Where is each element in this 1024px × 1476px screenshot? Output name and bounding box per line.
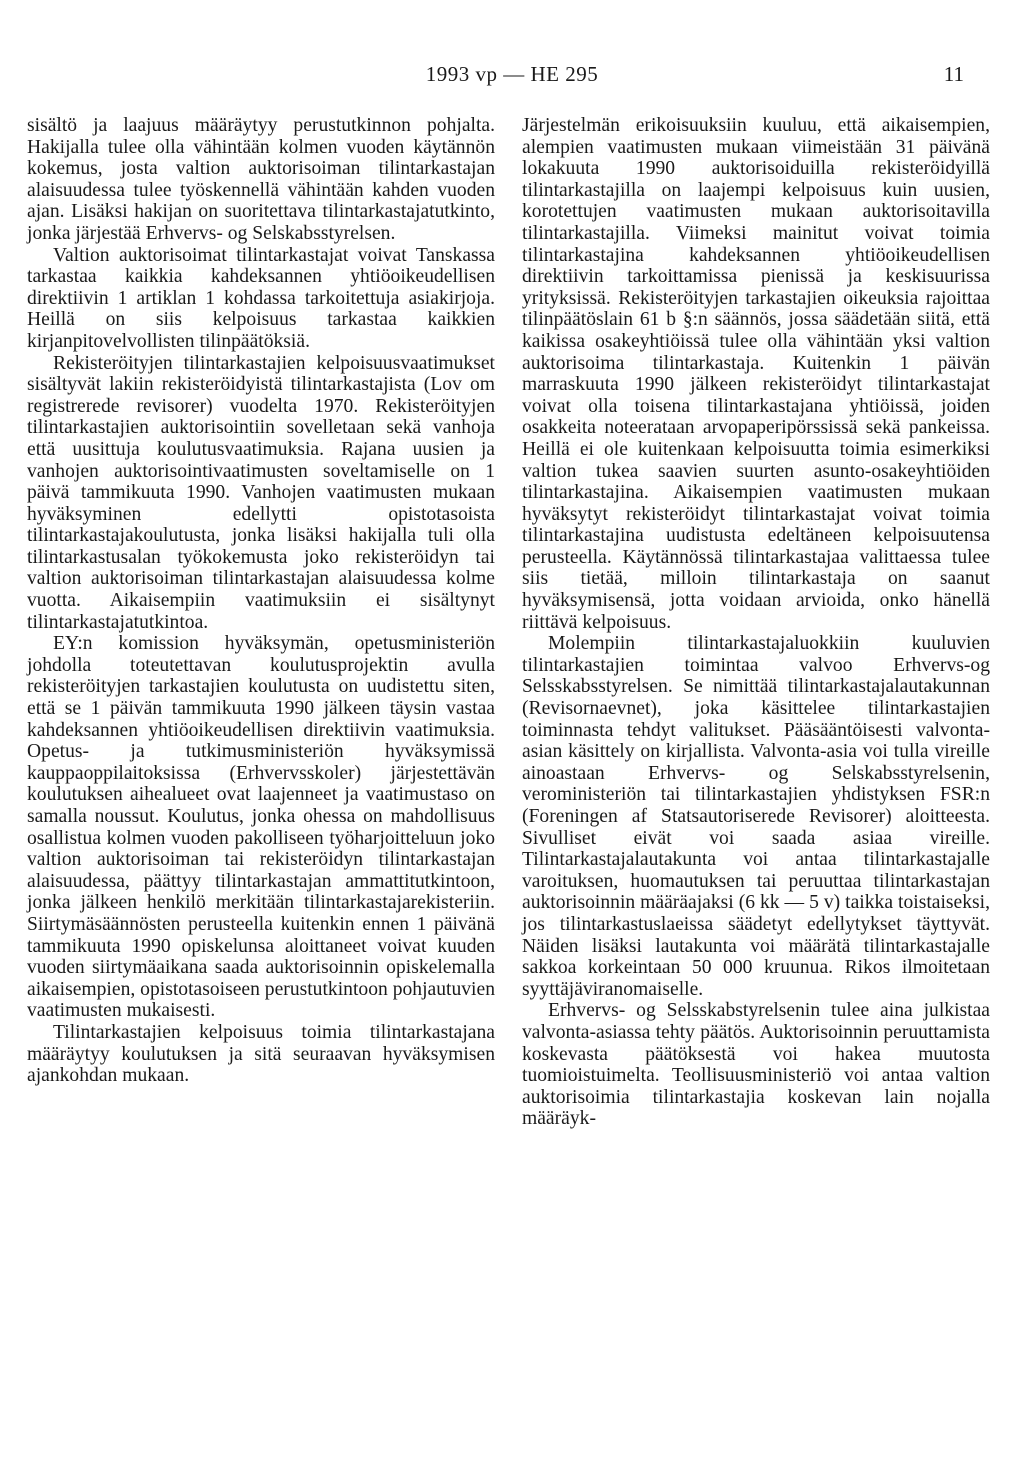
page-number: 11 [943, 62, 964, 86]
paragraph: Erhvervs- og Selsskabstyrelsenin tulee aina julkistaa valvonta-asiassa tehty päätös. Auktorisoinnin peruuttamista koskevasta päätöksestä voi hakea muutosta tuomioistuimelta. Teollisuusministeriö voi antaa valtion auktorisoimia tilintarkastajia koskevan lain nojalla määräyk- [522, 1000, 990, 1130]
paragraph: EY:n komission hyväksymän, opetusministeriön johdolla toteutettavan koulutusprojektin avulla rekisteröityjen tarkastajien koulutusta on uudistettu siten, että se 1 päivän tammikuuta 1990 jälkeen täysin vastaa kahdeksannen yhtiöoikeudellisen direktiivin vaatimuksia. Opetus- ja tutkimusministeriön hyväksymissä kauppaoppilaitoksissa (Erhvervsskoler) järjestettävän koulutuksen aihealueet ovat laajenneet ja vaatimustaso on samalla noussut. Koulutus, jonka ohessa on mahdollisuus osallistua kolmen vuoden pakolliseen työharjoitteluun joko valtion auktorisoiman tai rekisteröidyn tilintarkastajan alaisuudessa, päättyy tilintarkastajan ammattitutkintoon, jonka jälkeen henkilö merkitään tilintarkastajarekisteriin. Siirtymäsäännösten perusteella kuitenkin ennen 1 päivänä tammikuuta 1990 opiskelunsa aloittaneet voivat kuuden vuoden siirtymäaikana saada auktorisoinnin opiskelemalla aikaisempien, opistotasoiseen perustutkintoon pohjautuvien vaatimusten mukaisesti. [27, 633, 495, 1022]
right-column [522, 115, 990, 1130]
paragraph: Molempiin tilintarkastajaluokkiin kuuluvien tilintarkastajien toimintaa valvoo Erhvervs-og Selsskabsstyrelsen. Se nimittää tilintarkastajalautakunnan (Revisornaevnet), joka käsittelee tilintarkastajien toiminnasta tehdyt valitukset. Pääsääntöisesti valvonta-asian käsittely on kirjallista. Valvonta-asia voi tulla vireille ainoastaan Erhvervs- og Selskabsstyrelsenin, veroministeriön tai tilintarkastajien yhdistyksen FSR:n (Foreningen af Statsautoriserede Revisorer) aloitteesta. Sivulliset eivät voi saada asiaa vireille. Tilintarkastajalautakunta voi antaa tilintarkastajalle varoituksen, huomautuksen tai peruuttaa tilintarkastajan auktorisoinnin määräajaksi (6 kk — 5 v) taikka toistaiseksi, jos tilintarkastuslaeissa säädetyt edellytykset täyttyvät. Näiden lisäksi lautakunta voi määrätä tilintarkastajalle sakkoa korkeintaan 50 000 kruunua. Rikos ilmoitetaan syyttäjäviranomaiselle. [522, 633, 990, 1000]
left-column [27, 115, 495, 1087]
document-reference: 1993 vp — HE 295 [425, 62, 599, 86]
page-header [0, 62, 1024, 92]
paragraph: Rekisteröityjen tilintarkastajien kelpoisuusvaatimukset sisältyvät lakiin rekisteröidyistä tilintarkastajista (Lov om registrerede revisorer) vuodelta 1970. Rekisteröityjen tilintarkastajien auktorisointiin sovelletaan sekä vanhoja että uusittuja koulutusvaatimuksia. Rajana uusien ja vanhojen auktorisointivaatimusten soveltamiselle on 1 päivä tammikuuta 1990. Vanhojen vaatimusten mukaan hyväksyminen edellytti opistotasoista tilintarkastajakoulutusta, jonka lisäksi hakijalla tuli olla tilintarkastusalan työkokemusta joko rekisteröidyn tai valtion auktorisoiman tilintarkastajan alaisuudessa kolme vuotta. Aikaisempiin vaatimuksiin ei sisältynyt tilintarkastajatutkintoa. [27, 352, 495, 633]
paragraph: Järjestelmän erikoisuuksiin kuuluu, että aikaisempien, alempien vaatimusten mukaan viimeistään 31 päivänä lokakuuta 1990 auktorisoiduilla rekisteröidyillä tilintarkastajilla on laajempi kelpoisuus kuin uusien, korotettujen vaatimusten mukaan auktorisoitavilla tilintarkastajilla. Viimeksi mainitut voivat toimia tilintarkastajina kahdeksannen yhtiöoikeudellisen direktiivin tarkoittamissa pienissä ja keskisuurissa yrityksissä. Rekisteröityjen tarkastajien oikeuksia rajoittaa tilinpäätöslain 61 b §:n säännös, jossa säädetään siitä, että kaikissa osakeyhtiöissä tulee olla vähintään yksi valtion auktorisoima tilintarkastaja. Kuitenkin 1 päivän marraskuuta 1990 jälkeen rekisteröidyt tilintarkastajat voivat olla toisena tilintarkastajana yhtiöissä, joiden osakkeita noteerataan arvopaperipörssissä sekä pankeissa. Heillä ei ole kuitenkaan kelpoisuutta toimia esimerkiksi valtion tukea saavien suurten asunto-osakeyhtiöiden tilintarkastajina. Aikaisempien vaatimusten mukaan hyväksytyt rekisteröidyt tilintarkastajat voivat toimia tilintarkastajina uudistusta edeltäneen kelpoisuutensa perusteella. Käytännössä tilintarkastajaa valittaessa tulee siis tietää, milloin tilintarkastaja on saanut hyväksymisensä, jotta voidaan arvioida, onko hänellä riittävä kelpoisuus. [522, 115, 990, 633]
paragraph: Tilintarkastajien kelpoisuus toimia tilintarkastajana määräytyy koulutuksen ja sitä seuraavan hyväksymisen ajankohdan mukaan. [27, 1021, 495, 1087]
paragraph: Valtion auktorisoimat tilintarkastajat voivat Tanskassa tarkastaa kaikkia kahdeksannen yhtiöoikeudellisen direktiivin 1 artiklan 1 kohdassa tarkoitettuja asiakirjoja. Heillä on siis kelpoisuus tarkastaa kaikkien kirjanpitovelvollisten tilinpäätöksiä. [27, 244, 495, 352]
paragraph: sisältö ja laajuus määräytyy perustutkinnon pohjalta. Hakijalla tulee olla vähintään kolmen vuoden käytännön kokemus, josta valtion auktorisoiman tilintarkastajan alaisuudessa tulee työskennellä vähintään kahden vuoden ajan. Lisäksi hakijan on suoritettava tilintarkastajatutkinto, jonka järjestää Erhvervs- og Selskabsstyrelsen. [27, 115, 495, 244]
